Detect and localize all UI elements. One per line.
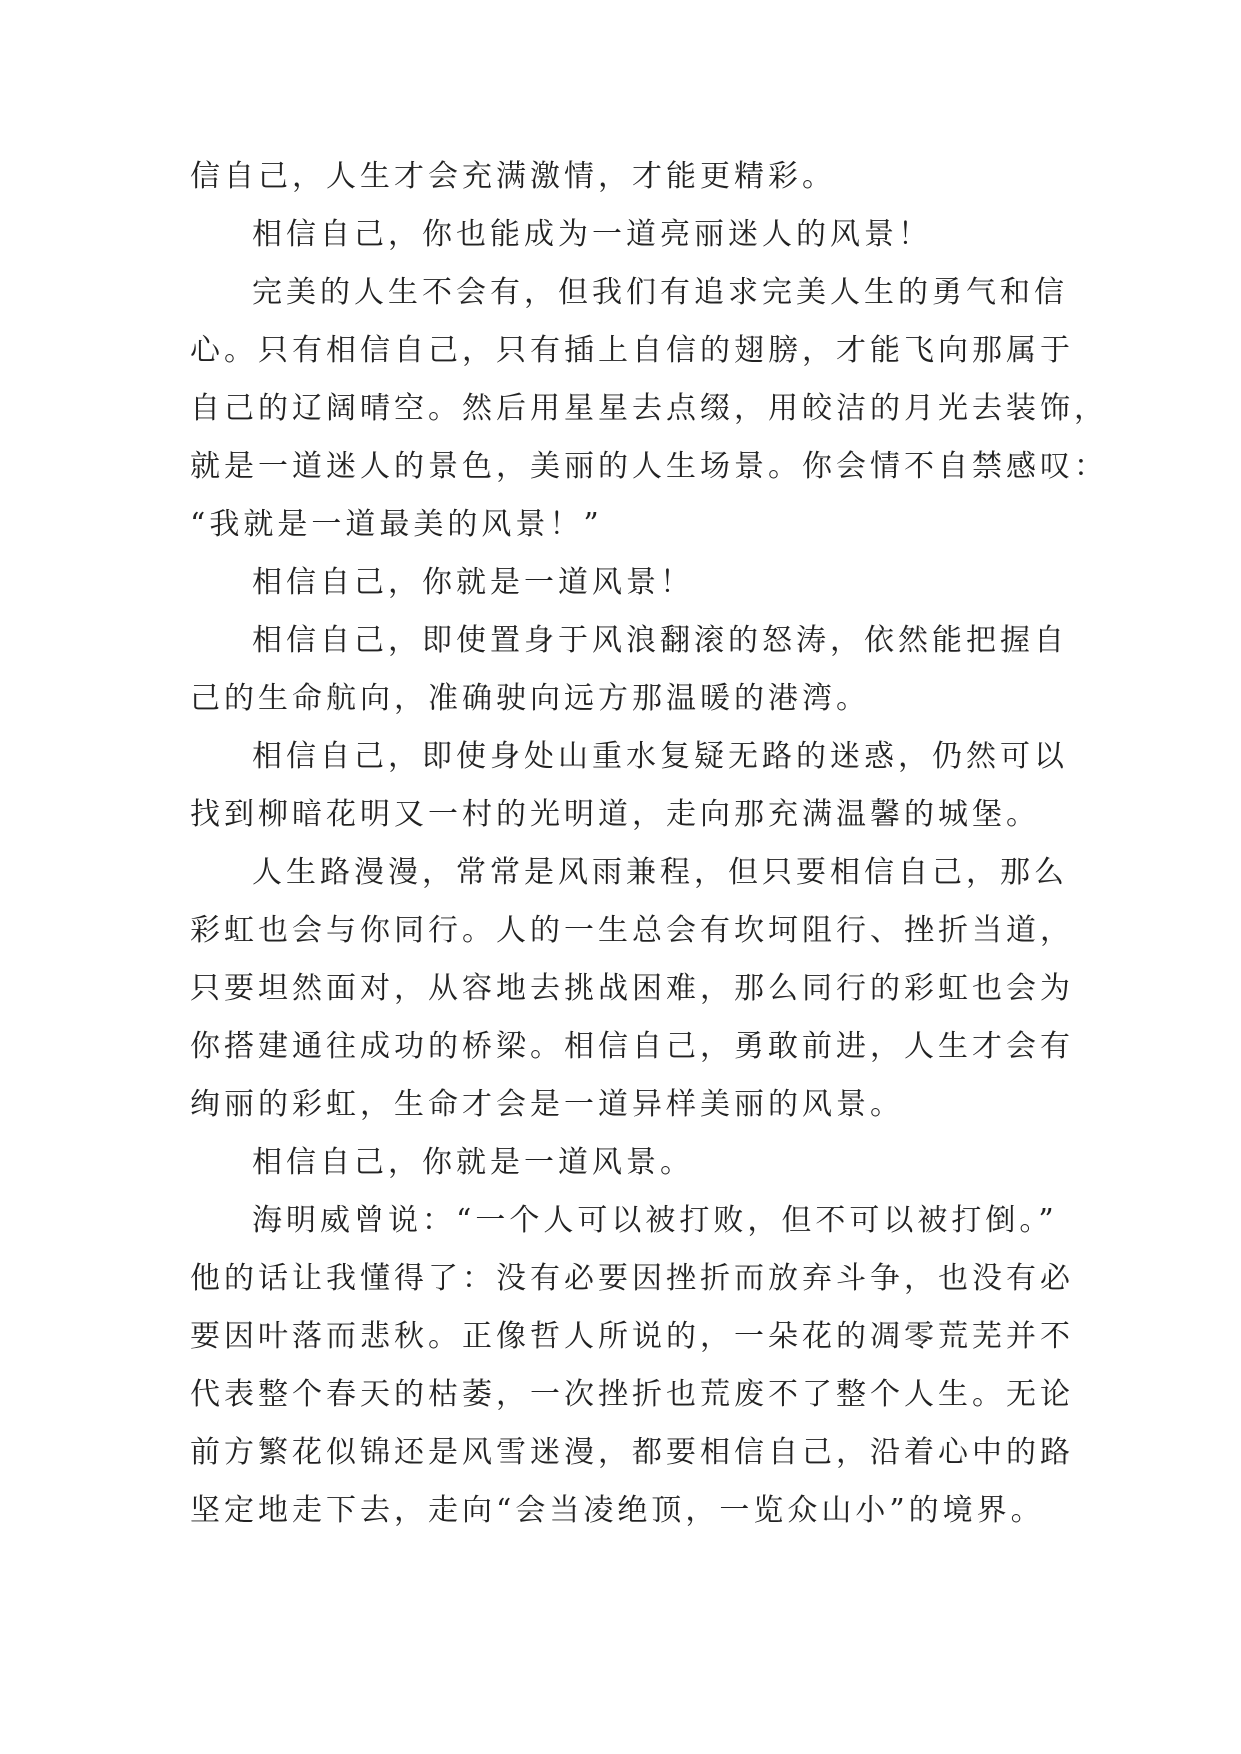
text-line: 代表整个春天的枯萎，一次挫折也荒废不了整个人生。无论 bbox=[190, 1377, 1074, 1412]
text-line: 完美的人生不会有，但我们有追求完美人生的勇气和信 bbox=[252, 275, 1068, 310]
text-line: 只要坦然面对，从容地去挑战困难，那么同行的彩虹也会为 bbox=[190, 971, 1074, 1006]
text-line: 相信自己，你就是一道风景！ bbox=[252, 565, 694, 600]
text-line: 你搭建通往成功的桥梁。相信自己，勇敢前进，人生才会有 bbox=[190, 1029, 1074, 1064]
text-line: 相信自己，即使置身于风浪翻滚的怒涛，依然能把握自 bbox=[252, 623, 1068, 658]
text-line: 前方繁花似锦还是风雪迷漫，都要相信自己，沿着心中的路 bbox=[190, 1435, 1074, 1470]
text-line: 彩虹也会与你同行。人的一生总会有坎坷阻行、挫折当道， bbox=[190, 913, 1074, 948]
text-line: 他的话让我懂得了：没有必要因挫折而放弃斗争，也没有必 bbox=[190, 1261, 1074, 1296]
text-line: 信自己，人生才会充满激情，才能更精彩。 bbox=[190, 159, 836, 194]
text-line: 海明威曾说：“一个人可以被打败，但不可以被打倒。” bbox=[252, 1203, 1058, 1238]
text-line: 相信自己，你也能成为一道亮丽迷人的风景！ bbox=[252, 217, 932, 252]
text-line: 己的生命航向，准确驶向远方那温暖的港湾。 bbox=[190, 681, 870, 716]
text-line: 就是一道迷人的景色，美丽的人生场景。你会情不自禁感叹： bbox=[190, 449, 1108, 484]
text-line: 坚定地走下去，走向“会当凌绝顶，一览众山小”的境界。 bbox=[190, 1493, 1045, 1528]
text-line: “我就是一道最美的风景！” bbox=[190, 507, 603, 542]
text-line: 相信自己，你就是一道风景。 bbox=[252, 1145, 694, 1180]
text-line: 相信自己，即使身处山重水复疑无路的迷惑，仍然可以 bbox=[252, 739, 1068, 774]
text-line: 自己的辽阔晴空。然后用星星去点缀，用皎洁的月光去装饰， bbox=[190, 391, 1108, 426]
document-body bbox=[190, 148, 1108, 1540]
text-line: 找到柳暗花明又一村的光明道，走向那充满温馨的城堡。 bbox=[190, 797, 1040, 832]
text-line: 人生路漫漫，常常是风雨兼程，但只要相信自己，那么 bbox=[252, 855, 1068, 890]
text-line: 要因叶落而悲秋。正像哲人所说的，一朵花的凋零荒芜并不 bbox=[190, 1319, 1074, 1354]
text-line: 心。只有相信自己，只有插上自信的翅膀，才能飞向那属于 bbox=[190, 333, 1074, 368]
text-line: 绚丽的彩虹，生命才会是一道异样美丽的风景。 bbox=[190, 1087, 904, 1122]
